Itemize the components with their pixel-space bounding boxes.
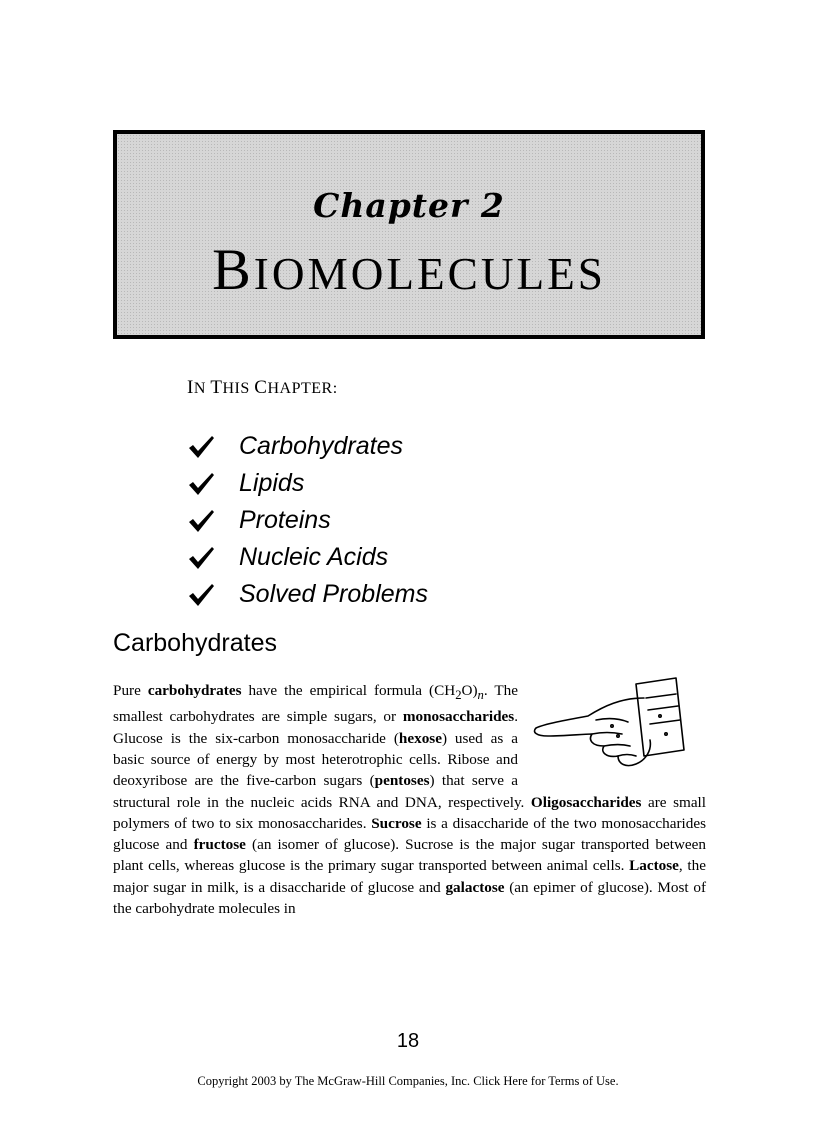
subscript: 2: [455, 688, 462, 703]
chapter-title-rest: IOMOLECULES: [253, 249, 606, 299]
topic-label: Proteins: [239, 506, 331, 534]
chapter-topic-list: [187, 428, 428, 613]
heading-rest-c: HAPTER:: [267, 380, 338, 397]
text-span: (an isomer of glucose). Sucrose is the major sugar transported between plant cells, whereas glucose is the primary sugar transported between animal cells.: [113, 836, 706, 875]
topic-label: Solved Problems: [239, 580, 428, 608]
body-paragraph: [113, 680, 706, 919]
check-icon: [187, 545, 215, 571]
copyright-footer: [0, 1074, 816, 1089]
term-monosaccharides: monosaccharides: [402, 708, 515, 726]
topic-item: [187, 576, 428, 613]
term-fructose: fructose: [193, 836, 246, 854]
term-hexose: hexose: [398, 729, 442, 747]
check-icon: [187, 582, 215, 608]
heading-initial-c: C: [254, 377, 268, 398]
text-span: ) used as a basic source of energy by most heterotrophic cells. Ribose and deoxyribose are the five-carbon sugars (: [113, 729, 518, 790]
chapter-title-initial: B: [212, 237, 254, 302]
in-this-chapter-heading: [187, 377, 338, 399]
topic-item: [187, 428, 428, 465]
check-icon: [187, 471, 215, 497]
text-span: . Glucose is the six-carbon monosaccharide (: [113, 708, 518, 747]
text-span: (an epimer of glucose). Most of the carbohydrate molecules in: [113, 878, 706, 917]
heading-initial-i: I: [187, 377, 194, 398]
heading-initial-t: T: [210, 377, 223, 398]
term-sucrose: Sucrose: [371, 814, 422, 832]
topic-item: [187, 502, 428, 539]
term-galactose: galactose: [445, 878, 505, 896]
terms-of-use-link[interactable]: Click Here for Terms of Use.: [473, 1074, 619, 1088]
copyright-text: Copyright 2003 by The McGraw-Hill Companies, Inc.: [197, 1074, 474, 1088]
pointing-hand-icon: [526, 676, 706, 782]
term-pentoses: pentoses: [374, 772, 430, 790]
chapter-title: [117, 236, 701, 303]
topic-label: Carbohydrates: [239, 432, 403, 460]
term-oligosaccharides: Oligosaccharides: [530, 793, 642, 811]
text-span: are small polymers of two to six monosaccharides.: [113, 793, 706, 832]
text-span: O): [461, 682, 478, 699]
term-carbohydrates: carbohydrates: [147, 682, 242, 699]
topic-label: Nucleic Acids: [239, 543, 389, 571]
chapter-banner: [113, 130, 705, 339]
text-span: Pure: [113, 682, 148, 699]
section-heading: Carbohydrates: [113, 629, 277, 657]
check-icon: [187, 508, 215, 534]
text-span: , the major sugar in milk, is a disaccharide of glucose and: [113, 857, 706, 896]
heading-rest-i: N: [193, 380, 211, 397]
text-span: have the empirical formula (CH: [241, 682, 456, 699]
topic-label: Lipids: [239, 469, 305, 497]
page-number: 18: [396, 1030, 420, 1052]
text-span: is a disaccharide of the two monosaccharides glucose and: [113, 814, 707, 854]
text-span: . The smallest carbohydrates are simple sugars, or: [113, 682, 518, 726]
topic-item: [187, 539, 428, 576]
subscript-n: n: [477, 688, 484, 703]
topic-item: [187, 465, 428, 502]
heading-rest-t: HIS: [222, 380, 255, 397]
text-span: ) that serve a structural role in the nucleic acids RNA and DNA, respectively.: [113, 772, 531, 811]
term-lactose: Lactose: [629, 857, 679, 875]
chapter-label: Chapter 2: [313, 186, 505, 225]
check-icon: [187, 434, 215, 460]
